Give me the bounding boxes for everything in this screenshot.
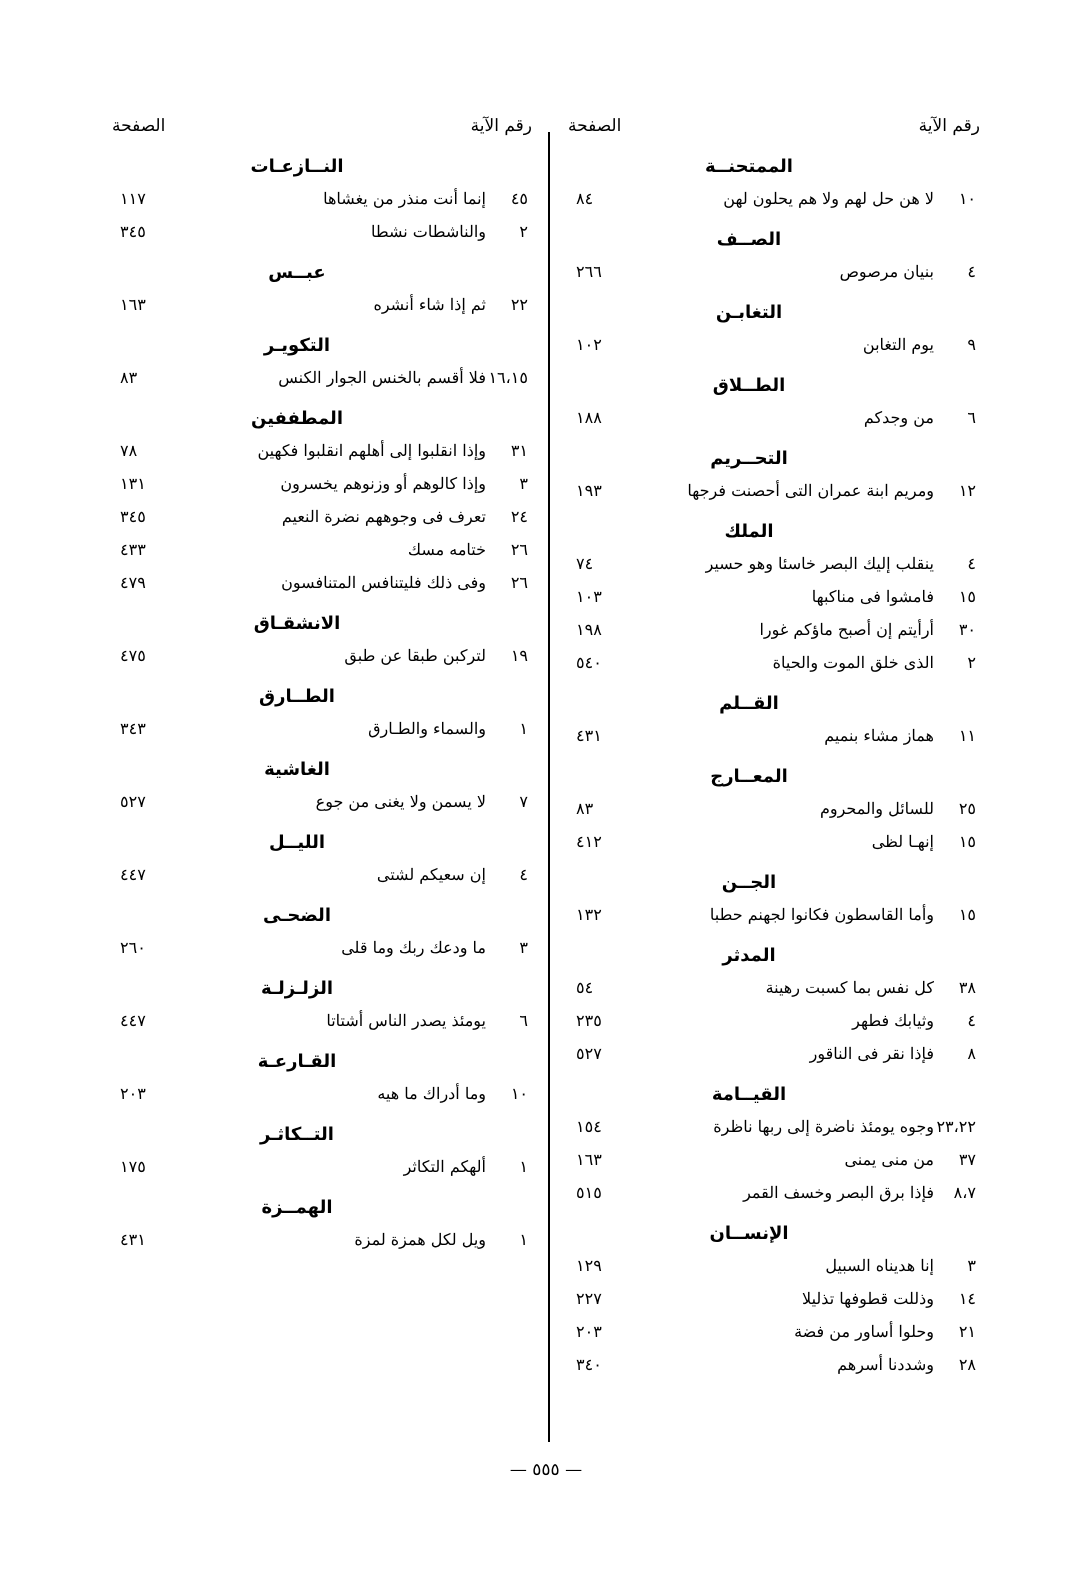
page-reference: ١٧٥	[120, 1157, 146, 1176]
verse-row	[112, 566, 532, 599]
verse-text: فإذا برق البصر وخسف القمر	[743, 1183, 934, 1202]
page-reference: ٢٠٣	[120, 1084, 146, 1103]
verse-number: ١١	[958, 726, 976, 745]
left-column-body	[112, 152, 532, 1256]
surah-title: القــلم	[719, 693, 779, 714]
verse-number: ١٥	[958, 832, 976, 851]
surah-title: المطففين	[251, 408, 343, 429]
verse-row	[568, 1282, 980, 1315]
surah-title: الجــن	[721, 872, 777, 893]
verse-text: يومئذ يصدر الناس أشتاتا	[326, 1011, 486, 1030]
verse-text: أرأيتم إن أصبح ماؤكم غورا	[759, 620, 934, 639]
verse-text: ثم إذا شاء أنشره	[373, 295, 486, 314]
page-reference: ٣٤٥	[120, 222, 146, 241]
verse-text: وإذا انقلبوا إلى أهلهم انقلبوا فكهين	[257, 441, 486, 460]
verse-number: ٣	[967, 1256, 976, 1275]
verse-text: للسائل والمحروم	[819, 799, 934, 818]
verse-text: وجوه يومئذ ناضرة إلى ربها ناظرة	[713, 1117, 934, 1136]
surah-title: المدثر	[722, 945, 776, 966]
verse-text: يوم التغابن	[862, 335, 934, 354]
page-reference: ٤٣٣	[120, 540, 146, 559]
verse-number: ٣	[519, 474, 528, 493]
verse-number: ٦	[967, 408, 976, 427]
page-reference: ٥٢٧	[576, 1044, 602, 1063]
surah-title: التغابـن	[715, 302, 783, 323]
verse-text: إنا هديناه السبيل	[825, 1256, 934, 1275]
column-header	[112, 108, 532, 142]
page-reference: ٤٤٧	[120, 1011, 146, 1030]
page-reference: ٨٣	[576, 799, 594, 818]
surah-title: عبــس	[268, 262, 326, 283]
surah-title: الصــف	[716, 229, 782, 250]
verse-text: إن سعيكم لشتى	[376, 865, 486, 884]
page-reference: ٨٤	[576, 189, 594, 208]
surah-title: الهمــزة	[261, 1197, 333, 1218]
page-reference: ٤٣١	[120, 1230, 146, 1249]
verse-row	[112, 712, 532, 745]
page-reference: ٤٧٩	[120, 573, 146, 592]
verse-text: ختامه مسك	[407, 540, 486, 559]
verse-text: والسماء والطـارق	[368, 719, 486, 738]
verse-number: ٢٨	[958, 1355, 976, 1374]
verse-number: ١٠	[958, 189, 976, 208]
verse-row	[568, 547, 980, 580]
right-column-body	[568, 152, 980, 1381]
page-reference: ٣٤٥	[120, 507, 146, 526]
page-reference: ٨٣	[120, 368, 138, 387]
verse-text: إنهـا لظى	[871, 832, 934, 851]
page-reference: ٣٤٠	[576, 1355, 602, 1374]
page-reference: ٧٤	[576, 554, 594, 573]
page-reference: ٥١٥	[576, 1183, 602, 1202]
verse-row	[568, 792, 980, 825]
verse-number-header: رقم الآية	[918, 116, 980, 136]
page-reference: ٥٢٧	[120, 792, 146, 811]
verse-row	[112, 215, 532, 248]
verse-number: ٤	[967, 554, 976, 573]
surah-title: الزلـزلـة	[260, 978, 334, 999]
verse-number: ١٢	[958, 481, 976, 500]
verse-row	[112, 533, 532, 566]
surah-title: الملك	[724, 521, 774, 542]
verse-row	[568, 719, 980, 752]
verse-row	[568, 1037, 980, 1070]
verse-row	[568, 613, 980, 646]
page-reference: ٢٦٦	[576, 262, 602, 281]
verse-row	[568, 1176, 980, 1209]
verse-text: فإذا نقر فى الناقور	[809, 1044, 934, 1063]
verse-number: ٢	[519, 222, 528, 241]
page-number-header: الصفحة	[112, 116, 166, 136]
verse-number: ٢٤	[510, 507, 528, 526]
verse-number: ٤٥	[510, 189, 528, 208]
verse-row	[568, 1249, 980, 1282]
verse-row	[112, 1223, 532, 1256]
surah-title: الليــل	[269, 832, 325, 853]
verse-number: ١٠	[510, 1084, 528, 1103]
verse-text: هماز مشاء بنميم	[824, 726, 934, 745]
verse-number: ٧	[519, 792, 528, 811]
page-reference: ٤١٢	[576, 832, 602, 851]
page-reference: ٤٤٧	[120, 865, 146, 884]
verse-number-header: رقم الآية	[470, 116, 532, 136]
verse-number: ٨	[967, 1044, 976, 1063]
column-divider	[548, 132, 550, 1442]
verse-text: بنيان مرصوص	[839, 262, 934, 281]
page-reference: ١٥٤	[576, 1117, 602, 1136]
verse-number: ٢١	[958, 1322, 976, 1341]
verse-text: فلا أقسم بالخنس الجوار الكنس	[278, 368, 486, 387]
verse-number: ٢٦	[510, 573, 528, 592]
page-reference: ٤٣١	[576, 726, 602, 745]
verse-number: ٦	[519, 1011, 528, 1030]
verse-number: ١	[519, 1230, 528, 1249]
verse-text: ومريم ابنة عمران التى أحصنت فرجها	[687, 481, 934, 500]
verse-number: ١٤	[958, 1289, 976, 1308]
surah-title: الطــلاق	[712, 375, 786, 396]
surah-title: الانشقـاق	[253, 613, 341, 634]
verse-row	[568, 401, 980, 434]
verse-number: ٣٧	[958, 1150, 976, 1169]
verse-row	[568, 182, 980, 215]
surah-title: القـارعـة	[257, 1051, 337, 1072]
verse-text: وذللت قطوفها تذليلا	[802, 1289, 934, 1308]
verse-text: وشددنا أسرهم	[837, 1355, 934, 1374]
verse-text: لا يسمن ولا يغنى من جوع	[315, 792, 486, 811]
surah-title: القيــامة	[711, 1084, 787, 1105]
verse-text: من منى يمنى	[844, 1150, 934, 1169]
page-number-footer: — ٥٥٥ —	[509, 1460, 583, 1480]
verse-text: كل نفس بما كسبت رهينة	[765, 978, 934, 997]
page-number-header: الصفحة	[568, 116, 622, 136]
verse-row	[568, 825, 980, 858]
verse-number: ٨،٧	[953, 1183, 976, 1202]
verse-text: فامشوا فى مناكبها	[811, 587, 934, 606]
verse-text: لتركبن طبقا عن طبق	[344, 646, 486, 665]
verse-row	[568, 1110, 980, 1143]
page-reference: ٤٧٥	[120, 646, 146, 665]
surah-title: الطــارق	[259, 686, 335, 707]
page-reference: ١١٧	[120, 189, 146, 208]
verse-text: وحلوا أساور من فضة	[794, 1322, 934, 1341]
verse-row	[112, 288, 532, 321]
page-reference: ١٦٣	[576, 1150, 602, 1169]
verse-number: ٢٦	[510, 540, 528, 559]
verse-number: ٣٨	[958, 978, 976, 997]
verse-text: ما ودعك ربك وما قلى	[341, 938, 486, 957]
page-reference: ١٠٢	[576, 335, 602, 354]
verse-text: تعرف فى وجوههم نضرة النعيم	[281, 507, 486, 526]
page-reference: ٢٦٠	[120, 938, 146, 957]
column-header	[568, 108, 980, 142]
verse-text: وما أدراك ما هيه	[377, 1084, 486, 1103]
page-reference: ٢٠٣	[576, 1322, 602, 1341]
verse-row	[112, 931, 532, 964]
verse-row	[112, 361, 532, 394]
verse-row	[568, 898, 980, 931]
page-reference: ١٣١	[120, 474, 146, 493]
verse-row	[112, 858, 532, 891]
verse-text: والناشطات نشطا	[370, 222, 486, 241]
verse-number: ٩	[967, 335, 976, 354]
verse-number: ١	[519, 1157, 528, 1176]
verse-row	[112, 467, 532, 500]
page-reference: ١٩٣	[576, 481, 602, 500]
verse-number: ١٥	[958, 587, 976, 606]
verse-number: ٢٥	[958, 799, 976, 818]
verse-text: ويل لكل همزة لمزة	[354, 1230, 486, 1249]
page-reference: ١٠٣	[576, 587, 602, 606]
surah-title: النــازعـات	[250, 156, 344, 177]
verse-row	[112, 500, 532, 533]
verse-text: ينقلب إليك البصر خاسئا وهو حسير	[705, 554, 934, 573]
verse-number: ٢٢	[510, 295, 528, 314]
verse-row	[568, 646, 980, 679]
surah-title: التحــريم	[710, 448, 788, 469]
verse-row	[112, 1077, 532, 1110]
page-reference: ١٢٩	[576, 1256, 602, 1275]
page-reference: ٧٨	[120, 441, 138, 460]
surah-title: التــكاثـر	[260, 1124, 334, 1145]
verse-number: ٢	[967, 653, 976, 672]
verse-text: وفى ذلك فليتنافس المتنافسون	[281, 573, 486, 592]
verse-number: ٢٣،٢٢	[936, 1117, 976, 1136]
verse-text: الذى خلق الموت والحياة	[772, 653, 934, 672]
verse-row	[568, 1315, 980, 1348]
verse-text: وأما القاسطون فكانوا لجهنم حطبا	[709, 905, 934, 924]
verse-text: لا هن حل لهم ولا هم يحلون لهن	[723, 189, 934, 208]
page-reference: ١٩٨	[576, 620, 602, 639]
surah-title: الغاشية	[264, 759, 330, 780]
page-reference: ١٣٢	[576, 905, 602, 924]
verse-number: ٣١	[510, 441, 528, 460]
page-reference: ٣٤٣	[120, 719, 146, 738]
verse-row	[568, 328, 980, 361]
page-reference: ٢٢٧	[576, 1289, 602, 1308]
page-reference: ٥٤٠	[576, 653, 602, 672]
verse-row	[568, 474, 980, 507]
left-column	[112, 108, 532, 1256]
surah-title: الضحـى	[262, 905, 331, 926]
page-reference: ١٨٨	[576, 408, 602, 427]
right-column	[568, 108, 980, 1381]
page-reference: ٢٣٥	[576, 1011, 602, 1030]
verse-number: ٣٠	[958, 620, 976, 639]
verse-row	[112, 639, 532, 672]
verse-row	[112, 434, 532, 467]
verse-number: ٣	[519, 938, 528, 957]
verse-row	[112, 182, 532, 215]
verse-text: ألهكم التكاثر	[403, 1157, 486, 1176]
verse-number: ١٩	[510, 646, 528, 665]
verse-number: ١٥	[958, 905, 976, 924]
verse-row	[568, 1143, 980, 1176]
verse-row	[568, 580, 980, 613]
verse-text: من وجدكم	[863, 408, 934, 427]
verse-row	[112, 785, 532, 818]
verse-text: وثيابك فطهر	[852, 1011, 934, 1030]
verse-number: ٤	[519, 865, 528, 884]
verse-row	[568, 255, 980, 288]
verse-number: ٤	[967, 262, 976, 281]
verse-row	[568, 1004, 980, 1037]
surah-title: التكويـر	[263, 335, 331, 356]
page-reference: ٥٤	[576, 978, 594, 997]
verse-text: وإذا كالوهم أو وزنوهم يخسرون	[280, 474, 486, 493]
surah-title: الإنســان	[709, 1223, 789, 1244]
verse-row	[568, 1348, 980, 1381]
verse-number: ١٦،١٥	[488, 368, 528, 387]
surah-title: المعــارج	[710, 766, 788, 787]
verse-row	[112, 1004, 532, 1037]
verse-row	[112, 1150, 532, 1183]
verse-text: إنما أنت منذر من يغشاها	[323, 189, 486, 208]
verse-number: ١	[519, 719, 528, 738]
verse-number: ٤	[967, 1011, 976, 1030]
surah-title: الممتحنــة	[705, 156, 793, 177]
page-reference: ١٦٣	[120, 295, 146, 314]
verse-row	[568, 971, 980, 1004]
